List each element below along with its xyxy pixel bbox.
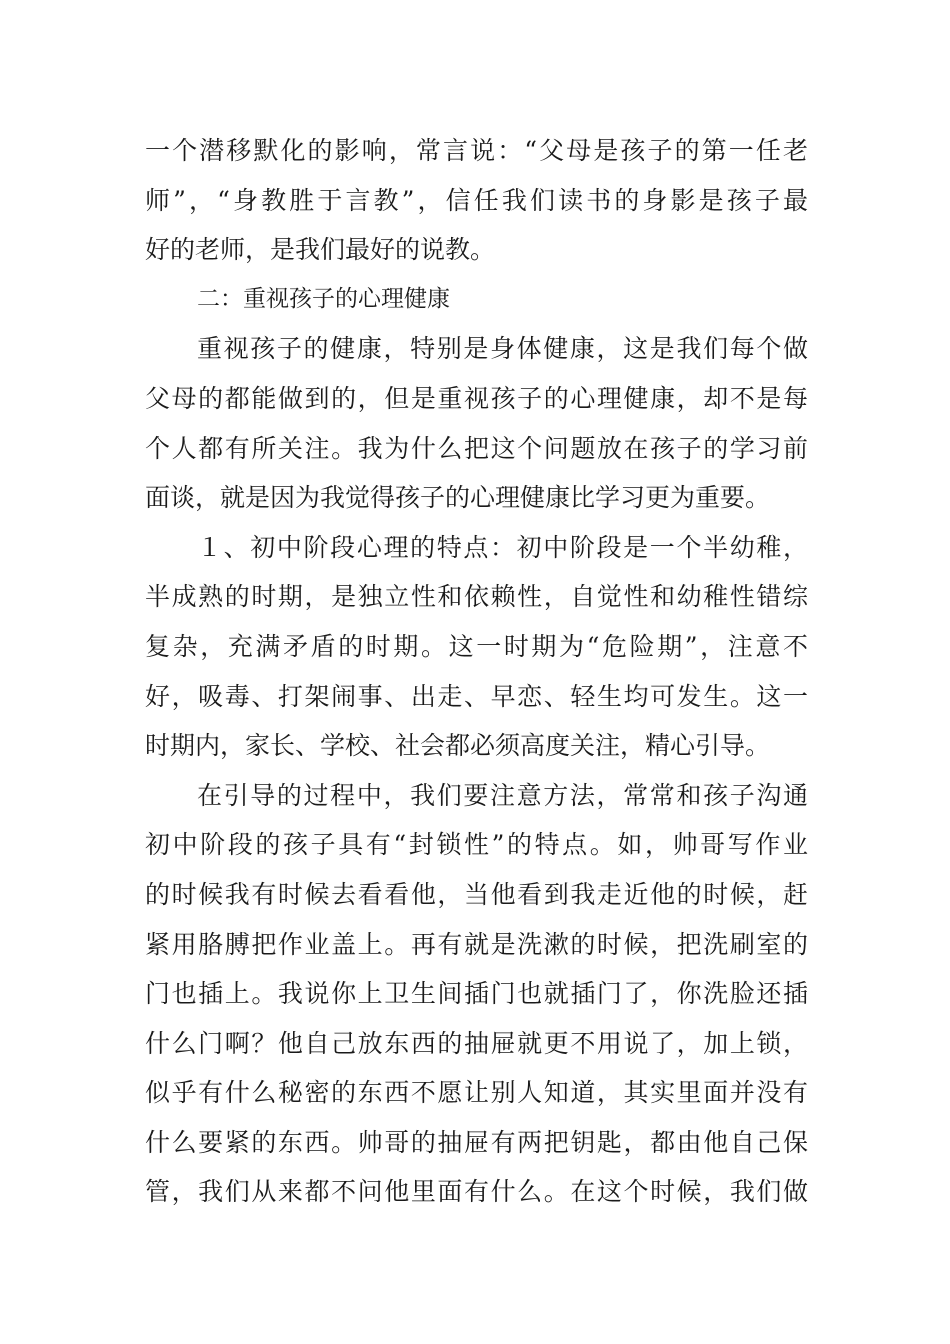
text-line: 父母的都能做到的，但是重视孩子的心理健康，却不是每: [145, 383, 808, 413]
text-line: 什么门啊？他自己放东西的抽屉就更不用说了，加上锁，: [145, 1028, 808, 1058]
text-line: 复杂，充满矛盾的时期。这一时期为“危险期”，注意不: [145, 631, 808, 661]
text-line: 管，我们从来都不问他里面有什么。在这个时候，我们做: [145, 1177, 808, 1207]
text-line: 个人都有所关注。我为什么把这个问题放在孩子的学习前: [145, 433, 808, 463]
text-line: 师”，“身教胜于言教”，信任我们读书的身影是孩子最: [145, 185, 808, 215]
text-line: 的时候我有时候去看看他，当他看到我走近他的时候，赶: [145, 879, 808, 909]
text-line: 时期内，家长、学校、社会都必须高度关注，精心引导。: [145, 731, 771, 761]
text-line: 紧用胳膊把作业盖上。再有就是洗漱的时候，把洗刷室的: [145, 929, 808, 959]
text-line: １、初中阶段心理的特点：初中阶段是一个半幼稚，: [197, 532, 808, 562]
text-line: 好，吸毒、打架闹事、出走、早恋、轻生均可发生。这一: [145, 681, 808, 711]
text-line: 似乎有什么秘密的东西不愿让别人知道，其实里面并没有: [145, 1078, 808, 1108]
text-line: 什么要紧的东西。帅哥的抽屉有两把钥匙，都由他自己保: [145, 1127, 808, 1157]
text-line: 好的老师，是我们最好的说教。: [145, 235, 496, 265]
text-line: 半成熟的时期，是独立性和依赖性，自觉性和幼稚性错综: [145, 582, 808, 612]
text-line: 面谈，就是因为我觉得孩子的心理健康比学习更为重要。: [145, 483, 771, 513]
section-heading: 二：重视孩子的心理健康: [197, 285, 450, 312]
text-line: 初中阶段的孩子具有“封锁性”的特点。如，帅哥写作业: [145, 830, 808, 860]
text-line: 一个潜移默化的影响，常言说：“父母是孩子的第一任老: [145, 136, 808, 165]
text-line: 门也插上。我说你上卫生间插门也就插门了，你洗脸还插: [145, 979, 808, 1009]
text-line: 在引导的过程中，我们要注意方法，常常和孩子沟通: [197, 780, 808, 810]
text-line: 重视孩子的健康，特别是身体健康，这是我们每个做: [197, 334, 808, 364]
